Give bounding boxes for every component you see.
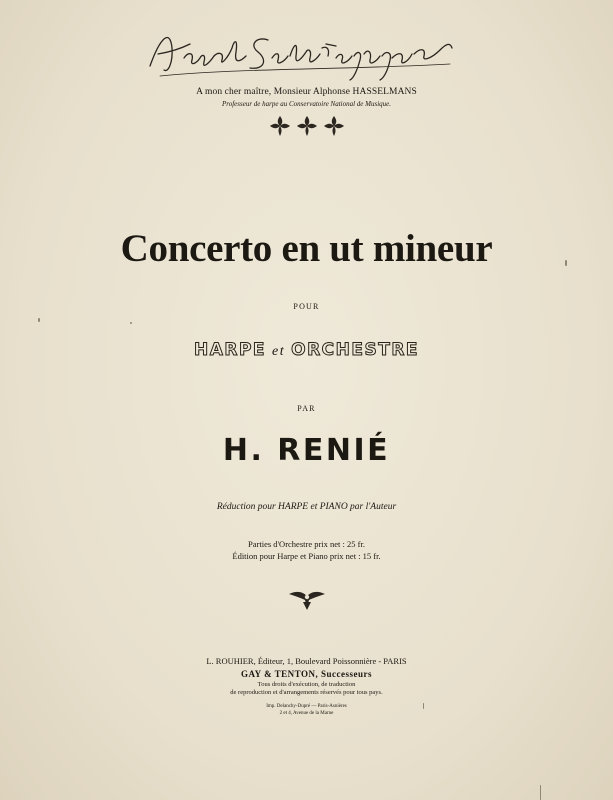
rights-notice-line2: de reproduction et d'arrangements réservés pour tous pays.	[230, 689, 383, 696]
instrumentation	[0, 340, 613, 360]
composer-name: H. RENIÉ	[222, 433, 391, 468]
work-title: Concerto en ut mineur	[120, 227, 493, 270]
instrument-harp: HARPE	[193, 340, 267, 360]
reduction-note: Réduction pour HARPE et PIANO par l'Auteur	[216, 502, 397, 512]
dedication-subtitle: Professeur de harpe au Conservatoire National de Musique.	[221, 100, 392, 108]
instrument-orchestra: ORCHESTRE	[291, 340, 420, 360]
publisher-successors: GAY & TENTON, Successeurs	[240, 669, 373, 679]
dedication-line: A mon cher maître, Monsieur Alphonse HASSELMANS	[196, 87, 417, 97]
paper-speck	[38, 318, 40, 322]
publisher-address: L. ROUHIER, Éditeur, 1, Boulevard Poissonnière - PARIS	[206, 656, 407, 666]
paper-speck	[423, 703, 424, 709]
printer-line1: Imp. Delanchy-Dupré — Paris-Asnières	[266, 704, 347, 709]
instrument-conjunction: et	[272, 344, 286, 359]
paper-speck	[540, 785, 541, 800]
handwritten-signature	[140, 18, 460, 88]
printer-line2: 2 et 4, Avenue de la Marne	[279, 711, 334, 716]
fleur-ornaments	[0, 114, 613, 138]
par-label: PAR	[297, 404, 316, 413]
orchestra-parts-price: Parties d'Orchestre prix net : 25 fr.	[248, 539, 365, 549]
paper-speck	[565, 260, 567, 266]
rights-notice-line1: Tous droits d'exécution, de traduction	[257, 681, 356, 688]
paper-speck	[130, 322, 132, 324]
vignette-ornament	[0, 588, 613, 612]
harp-piano-edition-price: Édition pour Harpe et Piano prix net : 15 fr.	[232, 551, 381, 561]
pour-label: POUR	[293, 302, 320, 311]
